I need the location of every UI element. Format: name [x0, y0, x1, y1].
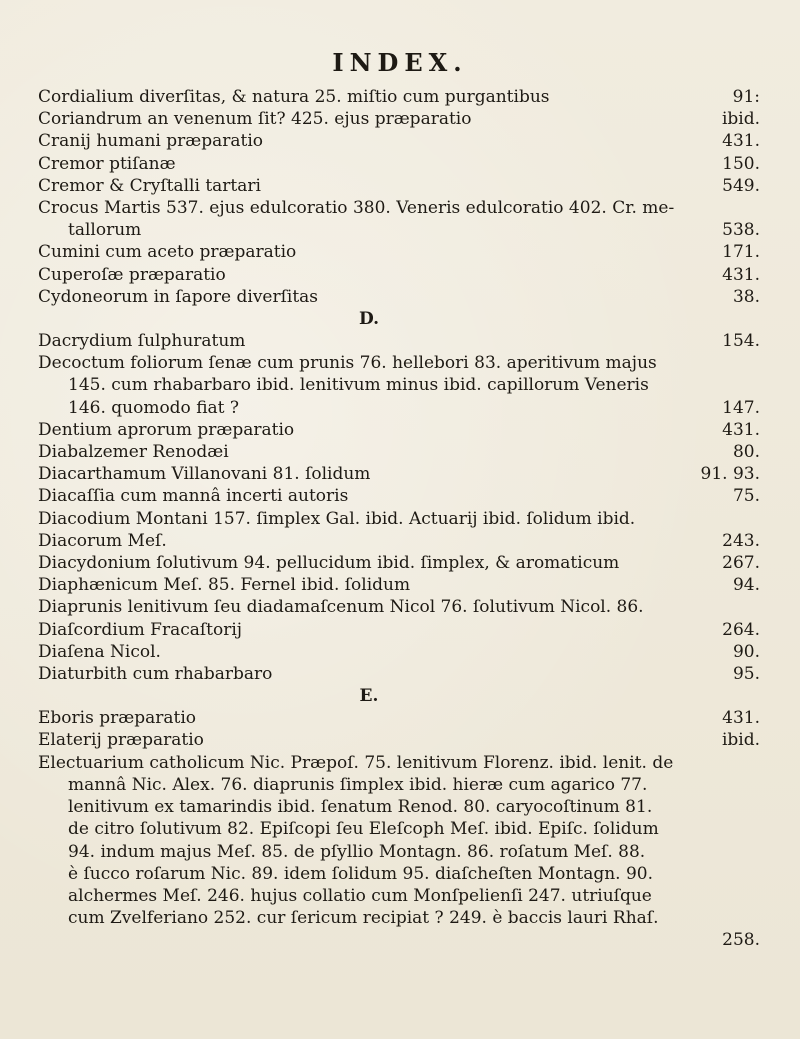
entry-text: Cremor ptiſanæ: [38, 153, 176, 174]
index-entry: [38, 352, 760, 419]
entry-continuation: è ſucco roſarum Nic. 89. idem ſolidum 95. diaſcheſten Montagn. 90.: [68, 863, 653, 884]
entry-page-number: 91:: [732, 87, 760, 107]
index-entry: [38, 286, 760, 308]
entry-text: Cydoneorum in ſapore diverſitas: [38, 286, 319, 307]
index-entry: [38, 574, 760, 596]
entry-text: Diacarthamum Villanovani 81. ſolidum: [38, 464, 371, 485]
entry-text: Diabalzemer Renodæi: [38, 442, 229, 463]
entry-page-number: 431.: [722, 708, 760, 729]
entry-continuation: tallorum: [68, 220, 142, 241]
entry-page-number: 431.: [722, 131, 760, 152]
entry-continuation: 145. cum rhabarbaro ibid. lenitivum minus ibid. capillorum Veneris: [68, 375, 649, 396]
index-entry: [38, 530, 760, 552]
entry-text: Elaterij præparatio: [38, 730, 204, 751]
entry-text: Diaprunis lenitivum ſeu diadamaſcenum Nicol 76. ſolutivum Nicol. 86.: [38, 597, 644, 618]
entry-text: Diaturbith cum rhabarbaro: [38, 664, 273, 685]
index-entry: [38, 663, 760, 685]
entry-text: Dacrydium ſulphuratum: [38, 331, 246, 352]
entry-text: Eboris præparatio: [38, 708, 196, 729]
entry-page-number: 75.: [732, 486, 760, 507]
index-entry: [38, 441, 760, 463]
entry-text: Diaſcordium Fracaſtorij: [38, 619, 243, 640]
index-entry: [38, 508, 760, 530]
entry-page-number: 267.: [722, 553, 760, 574]
entry-page-number: 147.: [722, 397, 760, 418]
index-entry: [38, 596, 760, 618]
section-letter: D.: [358, 309, 380, 330]
entry-continuation: lenitivum ex tamarindis ibid. ſenatum Renod. 80. caryocoſtinum 81.: [68, 797, 653, 818]
entry-page-number: 95.: [732, 664, 760, 685]
index-entry: [38, 752, 760, 951]
index-entry: [38, 130, 760, 152]
entry-page-number: 91. 93.: [700, 464, 760, 485]
entry-text: Dentium aprorum præparatio: [38, 419, 295, 440]
entry-page-number: 90.: [732, 641, 760, 662]
index-entry: [38, 330, 760, 352]
entry-continuation: 146. quomodo fiat ?: [68, 397, 240, 418]
entry-page-number: 38.: [732, 286, 760, 307]
entry-text: Coriandrum an venenum ſit? 425. ejus præparatio: [38, 109, 472, 130]
entry-page-number: 431.: [722, 419, 760, 440]
index-entry: [38, 463, 760, 485]
index-entry: [38, 619, 760, 641]
entry-text: Cordialium diverſitas, & natura 25. miſtio cum purgantibus: [38, 87, 550, 107]
entry-page-number: 94.: [732, 575, 760, 596]
entry-page-number: 154.: [722, 331, 760, 352]
index-entry: [38, 197, 760, 241]
entry-page-number: 171.: [722, 242, 760, 263]
index-entry: [38, 86, 760, 108]
page-title: INDEX.: [332, 48, 468, 77]
entry-text: Cremor & Cryſtalli tartari: [38, 175, 261, 196]
entry-continuation: mannâ Nic. Alex. 76. diaprunis ſimplex ibid. hieræ cum agarico 77.: [68, 774, 648, 795]
entry-text: Diaſena Nicol.: [38, 641, 161, 662]
section-letter: E.: [359, 686, 379, 707]
entry-page-number: 264.: [722, 619, 760, 640]
entry-continuation: de citro ſolutivum 82. Epiſcopi ſeu Eleſcoph Meſ. ibid. Epiſc. ſolidum: [68, 819, 659, 840]
index-entry: [38, 729, 760, 751]
index-entry: [38, 264, 760, 286]
entry-page-number: ibid.: [721, 109, 760, 130]
entry-text: Cumini cum aceto præparatio: [38, 242, 297, 263]
entry-page-number: 538.: [722, 220, 760, 241]
index-entry: [38, 641, 760, 663]
index-entry: [38, 485, 760, 507]
entry-page-number: 258.: [722, 930, 760, 951]
index-entry: [38, 175, 760, 197]
index-entries: [38, 86, 760, 951]
entry-text: Decoctum foliorum ſenæ cum prunis 76. hellebori 83. aperitivum majus: [38, 353, 657, 374]
entry-text: Diacaſſia cum mannâ incerti autoris: [38, 486, 349, 507]
index-entry: [38, 419, 760, 441]
entry-page-number: 431.: [722, 264, 760, 285]
entry-text: Diacodium Montani 157. ſimplex Gal. ibid. Actuarij ibid. ſolidum ibid.: [38, 508, 636, 529]
entry-continuation: cum Zvelferiano 252. cur ſericum recipiat ? 249. è baccis lauri Rhaſ.: [68, 908, 659, 929]
entry-text: Diacydonium ſolutivum 94. pellucidum ibid. ſimplex, & aromaticum: [38, 553, 620, 574]
index-entry: [38, 153, 760, 175]
entry-page-number: 150.: [722, 153, 760, 174]
entry-continuation: alchermes Meſ. 246. hujus collatio cum Monſpelienſi 247. utriuſque: [68, 885, 652, 906]
entry-text: Diacorum Meſ.: [38, 530, 167, 551]
index-entry: [38, 552, 760, 574]
index-entry: [38, 707, 760, 729]
entry-page-number: 80.: [732, 442, 760, 463]
entry-text: Crocus Martis 537. ejus edulcoratio 380. Veneris edulcoratio 402. Cr. me-: [38, 198, 675, 219]
entry-page-number: 243.: [722, 530, 760, 551]
entry-text: Electuarium catholicum Nic. Præpoſ. 75. lenitivum Florenz. ibid. lenit. de: [38, 752, 674, 773]
entry-text: Diaphænicum Meſ. 85. Fernel ibid. ſolidum: [38, 575, 411, 596]
index-entry: [38, 108, 760, 130]
entry-continuation: 94. indum majus Meſ. 85. de pſyllio Montagn. 86. roſatum Meſ. 88.: [68, 841, 646, 862]
entry-text: Cranij humani præparatio: [38, 131, 264, 152]
entry-text: Cuperoſæ præparatio: [38, 264, 226, 285]
entry-page-number: 549.: [722, 175, 760, 196]
index-entry: [38, 241, 760, 263]
entry-page-number: ibid.: [721, 730, 760, 751]
